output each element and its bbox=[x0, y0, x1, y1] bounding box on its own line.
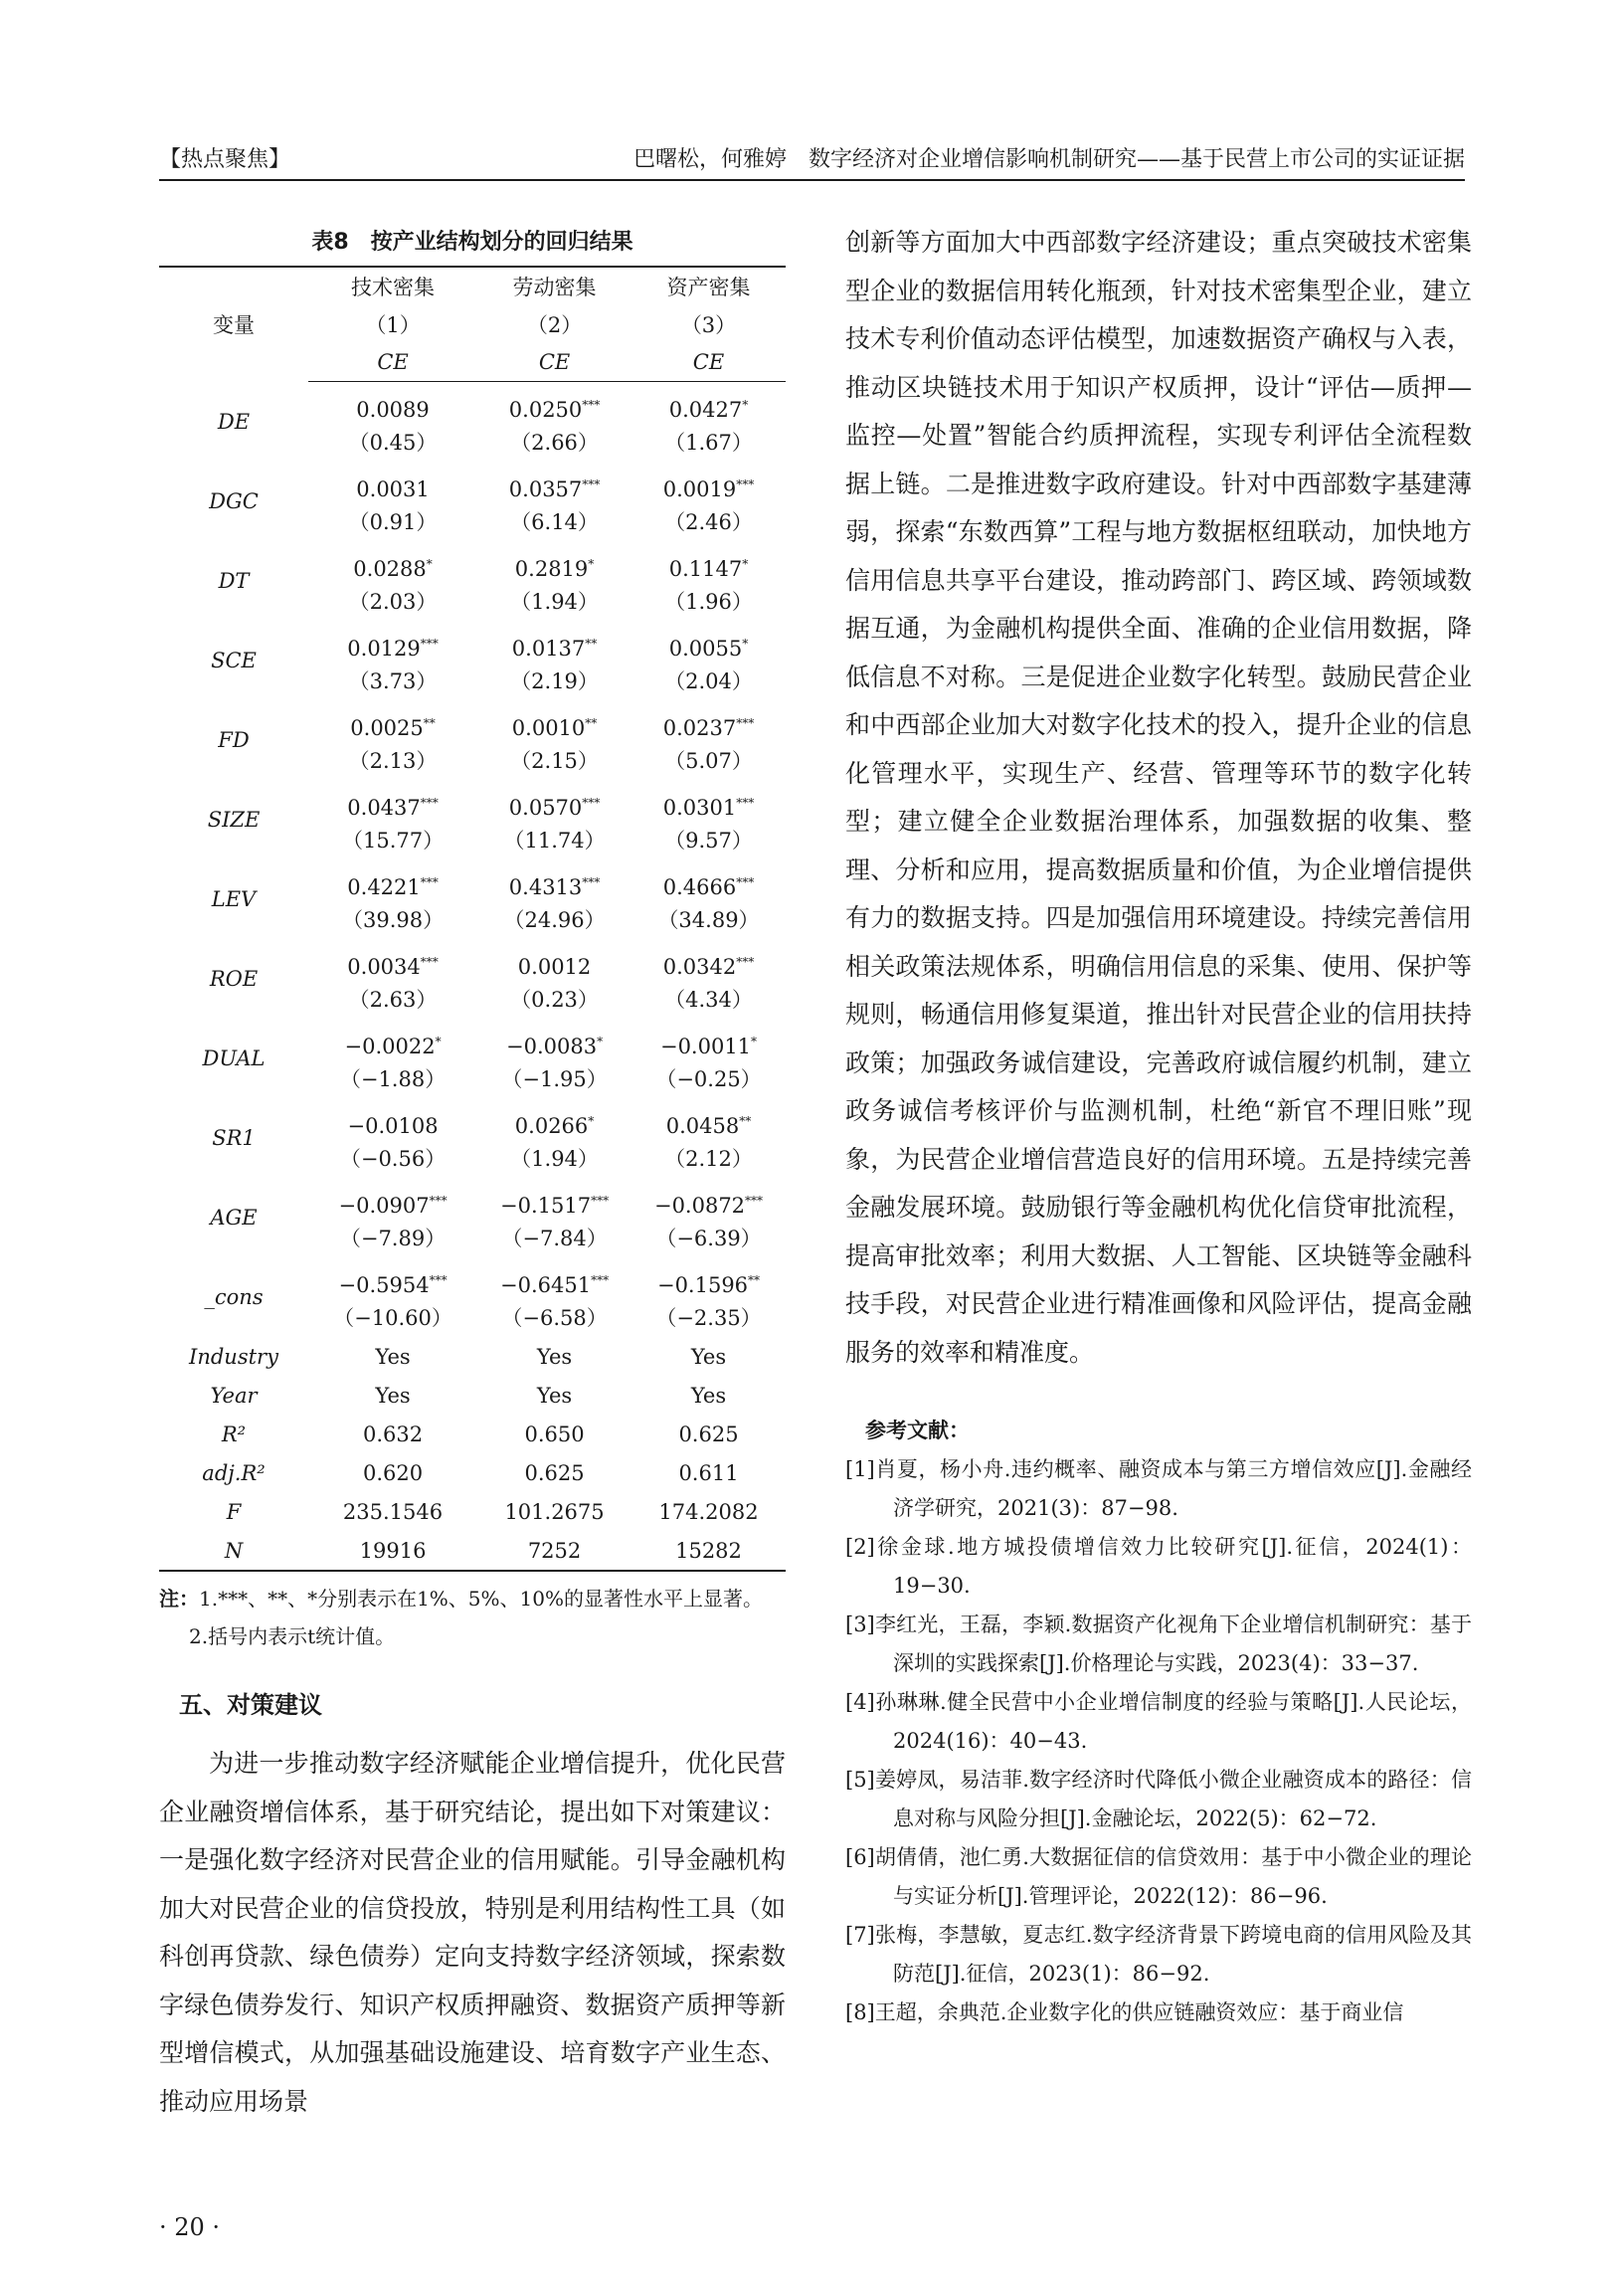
table-body bbox=[159, 382, 786, 1572]
table-row bbox=[159, 1492, 786, 1531]
coef-value: 0.0288 bbox=[353, 557, 427, 581]
references-title: 参考文献： bbox=[865, 1419, 970, 1442]
significance-stars: * bbox=[588, 1114, 595, 1128]
coef-cell bbox=[477, 859, 632, 899]
t-value: （5.07） bbox=[664, 749, 753, 773]
coef-value: 0.0055 bbox=[668, 637, 743, 661]
control-value: 174.2082 bbox=[658, 1499, 759, 1524]
coef-value: −0.0108 bbox=[347, 1114, 439, 1138]
table-row bbox=[159, 1531, 786, 1571]
control-value: 19916 bbox=[308, 1531, 477, 1571]
t-value: （−6.39） bbox=[655, 1227, 762, 1250]
coef-value: −0.0022 bbox=[344, 1035, 436, 1058]
table-notes bbox=[159, 1580, 786, 1655]
control-value: 0.620 bbox=[362, 1460, 424, 1485]
coef-value: 0.0357 bbox=[508, 477, 583, 501]
control-value: 0.625 bbox=[678, 1422, 739, 1446]
t-value: （4.34） bbox=[664, 988, 753, 1012]
t-value: （1.94） bbox=[510, 1147, 599, 1171]
table-row bbox=[159, 1257, 786, 1297]
coef-value: −0.0011 bbox=[659, 1035, 752, 1058]
table-row bbox=[159, 382, 786, 423]
control-value: 235.1546 bbox=[342, 1499, 444, 1524]
coef-cell bbox=[308, 1257, 477, 1297]
t-value: （−2.35） bbox=[655, 1306, 762, 1330]
coef-value: 0.0129 bbox=[347, 637, 421, 661]
t-value: （2.13） bbox=[348, 749, 438, 773]
variable-name: LEV bbox=[211, 887, 257, 911]
variable-name: DT bbox=[218, 569, 250, 593]
coef-value: −0.0907 bbox=[338, 1194, 430, 1218]
coef-cell bbox=[308, 621, 477, 661]
body-paragraph-right bbox=[845, 219, 1472, 1377]
table-row bbox=[159, 1337, 786, 1376]
coef-cell bbox=[308, 382, 477, 423]
control-value: 7252 bbox=[477, 1531, 632, 1571]
coef-cell bbox=[477, 700, 632, 740]
significance-stars: ** bbox=[739, 1114, 752, 1128]
coef-cell bbox=[308, 541, 477, 581]
significance-stars: * bbox=[597, 1035, 604, 1048]
control-value: 0.625 bbox=[524, 1460, 585, 1485]
table-row bbox=[159, 700, 786, 740]
coef-cell bbox=[308, 859, 477, 899]
t-value: （2.46） bbox=[664, 510, 753, 534]
t-value: （2.15） bbox=[510, 749, 599, 773]
significance-stars: * bbox=[426, 557, 433, 571]
significance-stars: *** bbox=[420, 955, 439, 969]
t-value: （0.45） bbox=[348, 431, 438, 455]
variable-name: ROE bbox=[209, 967, 259, 991]
col-num: （2） bbox=[526, 313, 583, 337]
coef-value: 0.0237 bbox=[662, 716, 737, 740]
coef-cell bbox=[477, 939, 632, 979]
coef-value: 0.0031 bbox=[356, 477, 430, 501]
t-value: （9.57） bbox=[664, 829, 753, 853]
control-name: adj.R² bbox=[202, 1460, 266, 1485]
coef-value: −0.0083 bbox=[506, 1035, 598, 1058]
header-section: 【热点聚焦】 bbox=[159, 146, 291, 172]
significance-stars: *** bbox=[736, 716, 755, 730]
t-value: （0.23） bbox=[510, 988, 599, 1012]
t-value: （6.14） bbox=[510, 510, 599, 534]
coef-cell bbox=[477, 780, 632, 820]
control-value: Yes bbox=[536, 1383, 573, 1408]
table-title: 表8 按产业结构划分的回归结果 bbox=[311, 230, 633, 255]
significance-stars: *** bbox=[582, 796, 601, 810]
coef-value: 0.4666 bbox=[662, 875, 737, 899]
coef-cell bbox=[308, 1019, 477, 1058]
coef-value: 0.1147 bbox=[668, 557, 743, 581]
variable-name: AGE bbox=[210, 1206, 258, 1230]
t-value: （−1.95） bbox=[501, 1067, 608, 1091]
col-group: 技术密集 bbox=[308, 267, 477, 305]
coef-cell bbox=[632, 621, 786, 661]
coef-cell bbox=[632, 859, 786, 899]
table-row bbox=[159, 1019, 786, 1058]
col-group: 资产密集 bbox=[632, 267, 786, 305]
coef-value: −0.1596 bbox=[656, 1273, 749, 1297]
t-value: （2.66） bbox=[510, 431, 599, 455]
control-name: F bbox=[226, 1499, 242, 1524]
table-row bbox=[159, 859, 786, 899]
significance-stars: *** bbox=[591, 1194, 610, 1208]
control-value: 101.2675 bbox=[504, 1499, 605, 1524]
coef-value: 0.0012 bbox=[517, 955, 592, 979]
significance-stars: *** bbox=[582, 875, 601, 889]
coef-value: 0.2819 bbox=[514, 557, 589, 581]
coef-cell bbox=[308, 939, 477, 979]
coef-cell bbox=[632, 1019, 786, 1058]
references-list bbox=[845, 1450, 1472, 2032]
coef-cell bbox=[477, 1019, 632, 1058]
table-row bbox=[159, 1453, 786, 1492]
significance-stars: *** bbox=[736, 875, 755, 889]
page-number: · 20 · bbox=[159, 2213, 221, 2241]
control-value: Yes bbox=[536, 1344, 573, 1369]
control-name: N bbox=[159, 1531, 308, 1571]
significance-stars: ** bbox=[585, 637, 598, 651]
col-dep: CE bbox=[632, 343, 786, 382]
coef-cell bbox=[632, 462, 786, 501]
control-value: 0.632 bbox=[362, 1422, 424, 1446]
reference-item: [3]李红光，王磊，李颖.数据资产化视角下企业增信机制研究：基于深圳的实践探索[J].价格理论与实践，2023(4)：33−37. bbox=[845, 1613, 1472, 1675]
control-name: Industry bbox=[189, 1344, 278, 1369]
t-value: （39.98） bbox=[341, 908, 445, 932]
control-value: Yes bbox=[375, 1383, 411, 1408]
col-dep: CE bbox=[308, 343, 477, 382]
reference-item: [6]胡倩倩，池仁勇.大数据征信的信贷效用：基于中小微企业的理论与实证分析[J].管理评论，2022(12)：86−96. bbox=[845, 1845, 1472, 1908]
significance-stars: *** bbox=[429, 1273, 448, 1287]
coef-cell bbox=[308, 780, 477, 820]
coef-value: −0.6451 bbox=[500, 1273, 592, 1297]
col-group: 劳动密集 bbox=[477, 267, 632, 305]
significance-stars: *** bbox=[420, 875, 439, 889]
running-header bbox=[159, 139, 1465, 175]
t-value: （2.19） bbox=[510, 669, 599, 693]
coef-value: 0.0019 bbox=[662, 477, 737, 501]
coef-cell bbox=[477, 382, 632, 423]
coef-cell bbox=[632, 541, 786, 581]
variable-name: DE bbox=[217, 409, 251, 434]
table-row bbox=[159, 462, 786, 501]
significance-stars: *** bbox=[591, 1273, 610, 1287]
t-value: （−10.60） bbox=[333, 1306, 452, 1330]
t-value: （−7.84） bbox=[501, 1227, 608, 1250]
significance-stars: ** bbox=[748, 1273, 761, 1287]
coef-value: 0.0137 bbox=[511, 637, 586, 661]
variable-name: FD bbox=[218, 728, 250, 752]
t-value: （24.96） bbox=[503, 908, 606, 932]
coef-value: 0.0250 bbox=[508, 398, 583, 422]
coef-value: −0.5954 bbox=[338, 1273, 430, 1297]
t-value: （15.77） bbox=[341, 829, 445, 853]
control-value: Yes bbox=[375, 1344, 411, 1369]
col-dep: CE bbox=[477, 343, 632, 382]
coef-cell bbox=[477, 462, 632, 501]
coef-value: 0.0025 bbox=[350, 716, 424, 740]
reference-item: [1]肖夏，杨小舟.违约概率、融资成本与第三方增信效应[J].金融经济学研究，2021(3)：87−98. bbox=[845, 1457, 1472, 1520]
coef-cell bbox=[308, 462, 477, 501]
right-column bbox=[845, 219, 1472, 2032]
coef-value: 0.0266 bbox=[514, 1114, 589, 1138]
t-value: （−0.25） bbox=[655, 1067, 762, 1091]
section-title: 五、对策建议 bbox=[179, 1691, 322, 1719]
t-value: （−0.56） bbox=[339, 1147, 447, 1171]
coef-value: −0.1517 bbox=[500, 1194, 592, 1218]
coef-cell bbox=[632, 1178, 786, 1218]
t-value: （1.96） bbox=[664, 590, 753, 614]
table-row bbox=[159, 1376, 786, 1415]
control-value: Yes bbox=[690, 1383, 727, 1408]
table-row bbox=[159, 541, 786, 581]
significance-stars: *** bbox=[736, 477, 755, 491]
significance-stars: *** bbox=[736, 796, 755, 810]
reference-item: [4]孙琳琳.健全民营中小企业增信制度的经验与策略[J].人民论坛，2024(16)：40−43. bbox=[845, 1690, 1472, 1753]
coef-cell bbox=[477, 621, 632, 661]
control-value: 0.611 bbox=[678, 1460, 739, 1485]
coef-cell bbox=[632, 780, 786, 820]
coef-cell bbox=[632, 939, 786, 979]
coef-cell bbox=[632, 1098, 786, 1138]
col-num: （1） bbox=[365, 313, 421, 337]
coef-value: 0.4313 bbox=[508, 875, 583, 899]
significance-stars: *** bbox=[582, 477, 601, 491]
note-2: 2.括号内表示t统计值。 bbox=[189, 1624, 396, 1648]
significance-stars: * bbox=[751, 1035, 758, 1048]
significance-stars: ** bbox=[423, 716, 436, 730]
significance-stars: *** bbox=[429, 1194, 448, 1208]
t-value: （3.73） bbox=[348, 669, 438, 693]
coef-value: 0.0010 bbox=[511, 716, 586, 740]
reference-item: [2]徐金球.地方城投债增信效力比较研究[J].征信，2024(1)：19−30. bbox=[845, 1535, 1472, 1598]
left-column bbox=[159, 219, 786, 2126]
coef-cell bbox=[477, 1257, 632, 1297]
significance-stars: ** bbox=[585, 716, 598, 730]
t-value: （2.63） bbox=[348, 988, 438, 1012]
coef-cell bbox=[632, 1257, 786, 1297]
reference-item: [7]张梅，李慧敏，夏志红.数字经济背景下跨境电商的信用风险及其防范[J].征信，2023(1)：86−92. bbox=[845, 1923, 1472, 1986]
control-value: Yes bbox=[690, 1344, 727, 1369]
coef-value: 0.0437 bbox=[347, 796, 421, 820]
coef-value: 0.0427 bbox=[668, 398, 743, 422]
coef-cell bbox=[632, 382, 786, 423]
control-name: R² bbox=[221, 1422, 247, 1446]
t-value: （11.74） bbox=[503, 829, 606, 853]
var-header: 变量 bbox=[159, 267, 308, 382]
significance-stars: * bbox=[742, 398, 749, 412]
regression-table bbox=[159, 266, 786, 1572]
header-rule bbox=[159, 179, 1465, 181]
coef-value: 0.4221 bbox=[347, 875, 421, 899]
significance-stars: *** bbox=[582, 398, 601, 412]
t-value: （2.12） bbox=[664, 1147, 753, 1171]
significance-stars: * bbox=[742, 557, 749, 571]
variable-name: _cons bbox=[204, 1285, 264, 1309]
coef-cell bbox=[308, 1098, 477, 1138]
significance-stars: *** bbox=[745, 1194, 764, 1208]
significance-stars: *** bbox=[736, 955, 755, 969]
note-1: 1.***、**、*分别表示在1%、5%、10%的显著性水平上显著。 bbox=[199, 1587, 763, 1611]
reference-item: [8]王超，余典范.企业数字化的供应链融资效应：基于商业信 bbox=[845, 2000, 1404, 2024]
control-value: 15282 bbox=[632, 1531, 786, 1571]
coef-value: −0.0872 bbox=[653, 1194, 746, 1218]
coef-cell bbox=[632, 700, 786, 740]
t-value: （2.04） bbox=[664, 669, 753, 693]
table-row bbox=[159, 1178, 786, 1218]
coef-value: 0.0301 bbox=[662, 796, 737, 820]
coef-value: 0.0034 bbox=[347, 955, 421, 979]
body-paragraph-left bbox=[159, 1740, 786, 2126]
table-row bbox=[159, 1415, 786, 1453]
t-value: （1.94） bbox=[510, 590, 599, 614]
variable-name: DUAL bbox=[202, 1046, 266, 1070]
coef-value: 0.0570 bbox=[508, 796, 583, 820]
table-row bbox=[159, 939, 786, 979]
coef-value: 0.0458 bbox=[665, 1114, 740, 1138]
reference-item: [5]姜婷凤，易洁菲.数字经济时代降低小微企业融资成本的路径：信息对称与风险分担[J].金融论坛，2022(5)：62−72. bbox=[845, 1768, 1472, 1830]
variable-name: SIZE bbox=[207, 808, 261, 832]
col-num: （3） bbox=[680, 313, 737, 337]
variable-name: SR1 bbox=[212, 1126, 256, 1150]
header-authors-title: 巴曙松，何雅婷 数字经济对企业增信影响机制研究——基于民营上市公司的实证证据 bbox=[632, 146, 1465, 172]
t-value: （1.67） bbox=[664, 431, 753, 455]
table-row bbox=[159, 1098, 786, 1138]
table-row bbox=[159, 621, 786, 661]
paragraph: 创新等方面加大中西部数字经济建设；重点突破技术密集型企业的数据信用转化瓶颈，针对技术密集型企业，建立技术专利价值动态评估模型，加速数据资产确权与入表，推动区块链技术用于知识产权质押，设计“评估—质押—监控—处置”智能合约质押流程，实现专利评估全流程数据上链。二是推进数字政府建设。针对中西部数字基建薄弱，探索“东数西算”工程与地方数据枢纽联动，加快地方信用信息共享平台建设，推动跨部门、跨区域、跨领域数据互通，为金融机构提供全面、准确的企业信用数据，降低信息不对称。三是促进企业数字化转型。鼓励民营企业和中西部企业加大对数字化技术的投入，提升企业的信息化管理水平，实现生产、经营、管理等环节的数字化转型；建立健全企业数据治理体系，加强数据的收集、整理、分析和应用，提高数据质量和价值，为企业增信提供有力的数据支持。四是加强信用环境建设。持续完善信用相关政策法规体系，明确信用信息的采集、使用、保护等规则，畅通信用修复渠道，推出针对民营企业的信用扶持政策；加强政务诚信建设，完善政府诚信履约机制，建立政务诚信考核评价与监测机制，杜绝“新官不理旧账”现象，为民营企业增信营造良好的信用环境。五是持续完善金融发展环境。鼓励银行等金融机构优化信贷审批流程，提高审批效率；利用大数据、人工智能、区块链等金融科技手段，对民营企业进行精准画像和风险评估，提高金融服务的效率和精准度。 bbox=[845, 228, 1472, 1367]
coef-value: 0.0089 bbox=[356, 398, 430, 422]
note-label: 注： bbox=[159, 1587, 199, 1611]
t-value: （2.03） bbox=[348, 590, 438, 614]
significance-stars: * bbox=[588, 557, 595, 571]
paragraph: 为进一步推动数字经济赋能企业增信提升，优化民营企业融资增信体系，基于研究结论，提出如下对策建议：一是强化数字经济对民营企业的信用赋能。引导金融机构加大对民营企业的信贷投放，特别是利用结构性工具（如科创再贷款、绿色债券）定向支持数字经济领域，探索数字绿色债券发行、知识产权质押融资、数据资产质押等新型增信模式，从加强基础设施建设、培育数字产业生态、推动应用场景 bbox=[159, 1749, 786, 2116]
t-value: （−1.88） bbox=[339, 1067, 447, 1091]
coef-value: 0.0342 bbox=[662, 955, 737, 979]
coef-cell bbox=[308, 1178, 477, 1218]
significance-stars: * bbox=[435, 1035, 442, 1048]
significance-stars: *** bbox=[420, 796, 439, 810]
t-value: （−6.58） bbox=[501, 1306, 608, 1330]
significance-stars: * bbox=[742, 637, 749, 651]
variable-name: DGC bbox=[209, 489, 259, 513]
t-value: （34.89） bbox=[657, 908, 760, 932]
t-value: （0.91） bbox=[348, 510, 438, 534]
control-name: Year bbox=[210, 1383, 258, 1408]
significance-stars: *** bbox=[420, 637, 439, 651]
variable-name: SCE bbox=[211, 649, 257, 672]
t-value: （−7.89） bbox=[339, 1227, 447, 1250]
control-value: 0.650 bbox=[524, 1422, 585, 1446]
coef-cell bbox=[308, 700, 477, 740]
table-row bbox=[159, 780, 786, 820]
coef-cell bbox=[477, 1098, 632, 1138]
coef-cell bbox=[477, 1178, 632, 1218]
coef-cell bbox=[477, 541, 632, 581]
